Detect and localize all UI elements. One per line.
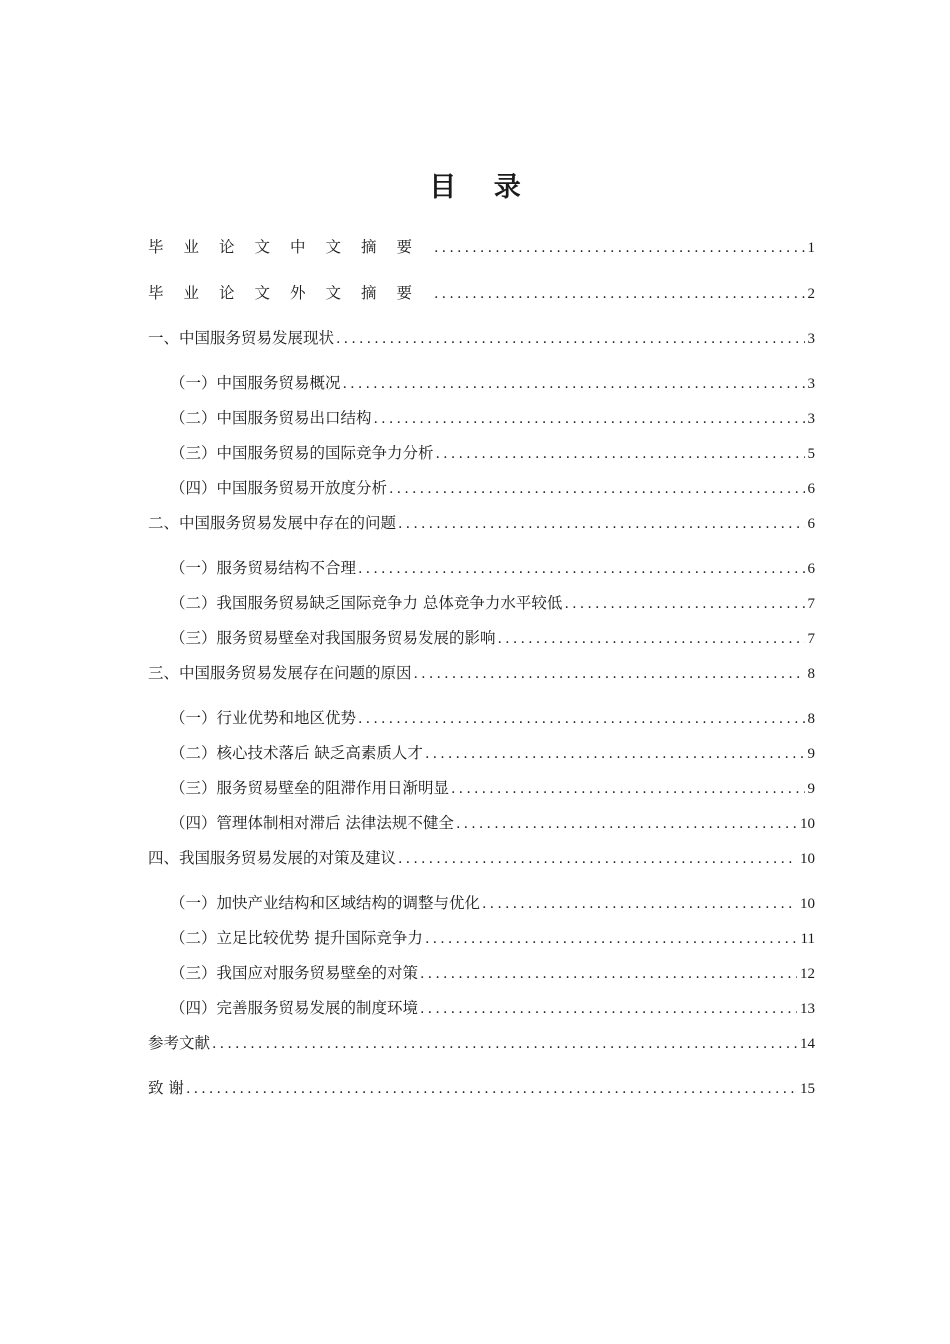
toc-entry-text: （三）我国应对服务贸易壁垒的对策: [170, 964, 419, 982]
toc-entry[interactable]: [148, 407, 815, 429]
toc-entry-text: 致 谢: [148, 1079, 184, 1097]
toc-entry[interactable]: [148, 282, 815, 304]
dot-leader: [420, 998, 797, 1020]
toc-page-number: 3: [807, 376, 815, 392]
toc-page-number: 10: [800, 816, 815, 832]
dot-leader: [374, 408, 805, 430]
toc-entry-text: 四、我国服务贸易发展的对策及建议: [148, 849, 397, 867]
toc-entry[interactable]: [148, 927, 815, 949]
toc-entry[interactable]: [148, 327, 815, 349]
toc-entry-text: （二）我国服务贸易缺乏国际竞争力 总体竞争力水平较低: [170, 594, 563, 612]
toc-entry-text: （三）服务贸易壁垒的阻滞作用日渐明显: [170, 779, 450, 797]
toc-entry-text: （一）行业优势和地区优势: [170, 709, 357, 727]
dot-leader: [212, 1033, 797, 1055]
toc-entry[interactable]: [148, 742, 815, 764]
dot-leader: [398, 848, 797, 870]
toc-page-number: 7: [807, 631, 815, 647]
toc-entry-text: 参考文献: [148, 1034, 211, 1052]
toc-entry[interactable]: [148, 372, 815, 394]
toc-entry[interactable]: [148, 1077, 815, 1099]
dot-leader: [398, 513, 804, 535]
dot-leader: [436, 443, 805, 465]
dot-leader: [414, 663, 805, 685]
dot-leader: [186, 1078, 797, 1100]
toc-page-number: 10: [800, 896, 815, 912]
toc-page-number: 6: [807, 561, 815, 577]
toc-entry-text: 毕业论文中文摘要: [148, 238, 433, 256]
toc-entry[interactable]: [148, 662, 815, 684]
toc-entry[interactable]: [148, 477, 815, 499]
toc-entry-text: （四）管理体制相对滞后 法律法规不健全: [170, 814, 454, 832]
dot-leader: [425, 743, 805, 765]
dot-leader: [420, 963, 797, 985]
toc-entry-text: （四）中国服务贸易开放度分析: [170, 479, 388, 497]
toc-page-number: 12: [800, 966, 815, 982]
toc-entry[interactable]: [148, 557, 815, 579]
toc-page-number: 7: [807, 596, 815, 612]
toc-entry-text: 二、中国服务贸易发展中存在的问题: [148, 514, 397, 532]
toc-entry-text: 三、中国服务贸易发展存在问题的原因: [148, 664, 412, 682]
dot-leader: [434, 283, 804, 305]
toc-entry[interactable]: [148, 592, 815, 614]
toc-entry-text: （二）中国服务贸易出口结构: [170, 409, 372, 427]
dot-leader: [498, 628, 805, 650]
toc-entry[interactable]: [148, 777, 815, 799]
toc-entry-text: （四）完善服务贸易发展的制度环境: [170, 999, 419, 1017]
toc-entry-text: （三）中国服务贸易的国际竞争力分析: [170, 444, 434, 462]
toc-page-number: 6: [807, 481, 815, 497]
dot-leader: [343, 373, 805, 395]
toc-entry[interactable]: [148, 442, 815, 464]
toc-entry-text: （三）服务贸易壁垒对我国服务贸易发展的影响: [170, 629, 496, 647]
toc-entry-text: （一）服务贸易结构不合理: [170, 559, 357, 577]
dot-leader: [434, 237, 804, 259]
toc-page-number: 9: [807, 781, 815, 797]
toc-page-number: 2: [807, 286, 815, 302]
toc-entry[interactable]: [148, 236, 815, 258]
dot-leader: [358, 708, 804, 730]
toc-page-number: 14: [800, 1036, 815, 1052]
toc-page-number: 11: [800, 931, 815, 947]
toc-entry[interactable]: [148, 997, 815, 1019]
toc-page-number: 8: [807, 711, 815, 727]
toc-entry-text: （一）加快产业结构和区域结构的调整与优化: [170, 894, 481, 912]
dot-leader: [451, 778, 804, 800]
dot-leader: [336, 328, 804, 350]
toc-entry[interactable]: [148, 1032, 815, 1054]
toc-entry[interactable]: [148, 962, 815, 984]
dot-leader: [358, 558, 804, 580]
toc-entry-text: （二）立足比较优势 提升国际竞争力: [170, 929, 423, 947]
dot-leader: [456, 813, 797, 835]
toc-page-number: 3: [807, 331, 815, 347]
toc-page-number: 8: [807, 666, 815, 682]
dot-leader: [425, 928, 798, 950]
dot-leader: [389, 478, 804, 500]
toc-entry-text: 一、中国服务贸易发展现状: [148, 329, 335, 347]
toc-entry-text: 毕业论文外文摘要: [148, 284, 433, 302]
toc-page-number: 6: [807, 516, 815, 532]
toc-entry[interactable]: [148, 892, 815, 914]
toc-page-number: 13: [800, 1001, 815, 1017]
toc-page-number: 15: [800, 1081, 815, 1097]
toc-page-number: 10: [800, 851, 815, 867]
toc-page-number: 9: [807, 746, 815, 762]
toc-page-number: 5: [807, 446, 815, 462]
toc-entry[interactable]: [148, 627, 815, 649]
toc-page-number: 3: [807, 411, 815, 427]
toc-entry-text: （一）中国服务贸易概况: [170, 374, 341, 392]
dot-leader: [482, 893, 797, 915]
toc-page-number: 1: [807, 240, 815, 256]
toc-entry[interactable]: [148, 707, 815, 729]
dot-leader: [564, 593, 804, 615]
toc-entry-text: （二）核心技术落后 缺乏高素质人才: [170, 744, 423, 762]
toc-entry[interactable]: [148, 812, 815, 834]
toc-title: 目 录: [429, 172, 535, 203]
toc-entry[interactable]: [148, 512, 815, 534]
toc-entry[interactable]: [148, 847, 815, 869]
